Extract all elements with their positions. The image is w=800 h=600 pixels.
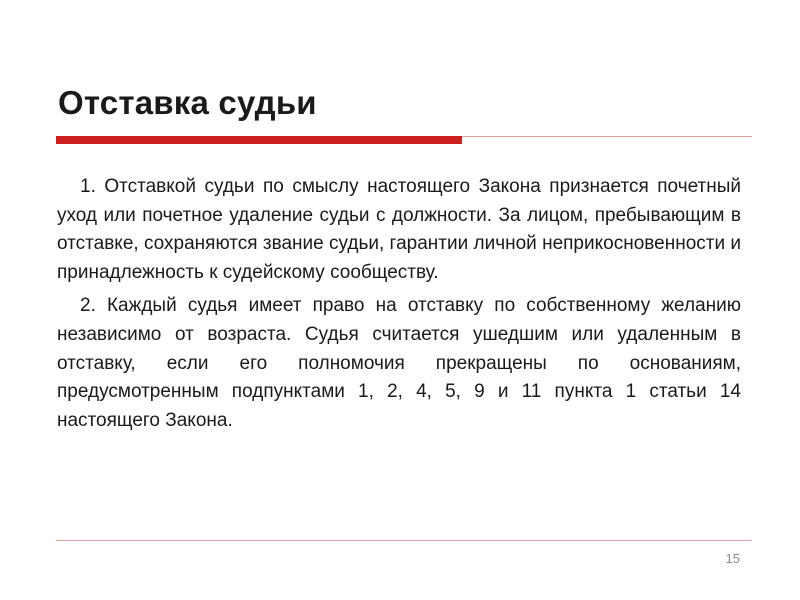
paragraph-1: 1. Отставкой судьи по смыслу настоящего Закона признается почетный уход или почетное удаление судьи с должности. За лицом, пребывающим в отставке, сохраняются звание судьи, гарантии личной неприкосновенности и принадлежность к судейскому сообществу. xyxy=(57,176,741,283)
title-underline-thin xyxy=(462,136,752,137)
paragraph-2: 2. Каждый судья имеет право на отставку по собственному желанию независимо от возраста. Судья считается ушедшим или удаленным в отставку, если его полномочия прекращены по основаниям, предусмотренным подпунктами 1, 2, 4, 5, 9 и 11 пункта 1 статьи 14 настоящего Закона. xyxy=(57,295,741,431)
slide-body xyxy=(57,173,741,440)
slide-title: Отставка судьи xyxy=(58,84,317,121)
page-number: 15 xyxy=(725,551,740,566)
footer-divider xyxy=(56,540,752,541)
title-underline-accent xyxy=(56,136,462,144)
title-underline xyxy=(56,136,752,146)
